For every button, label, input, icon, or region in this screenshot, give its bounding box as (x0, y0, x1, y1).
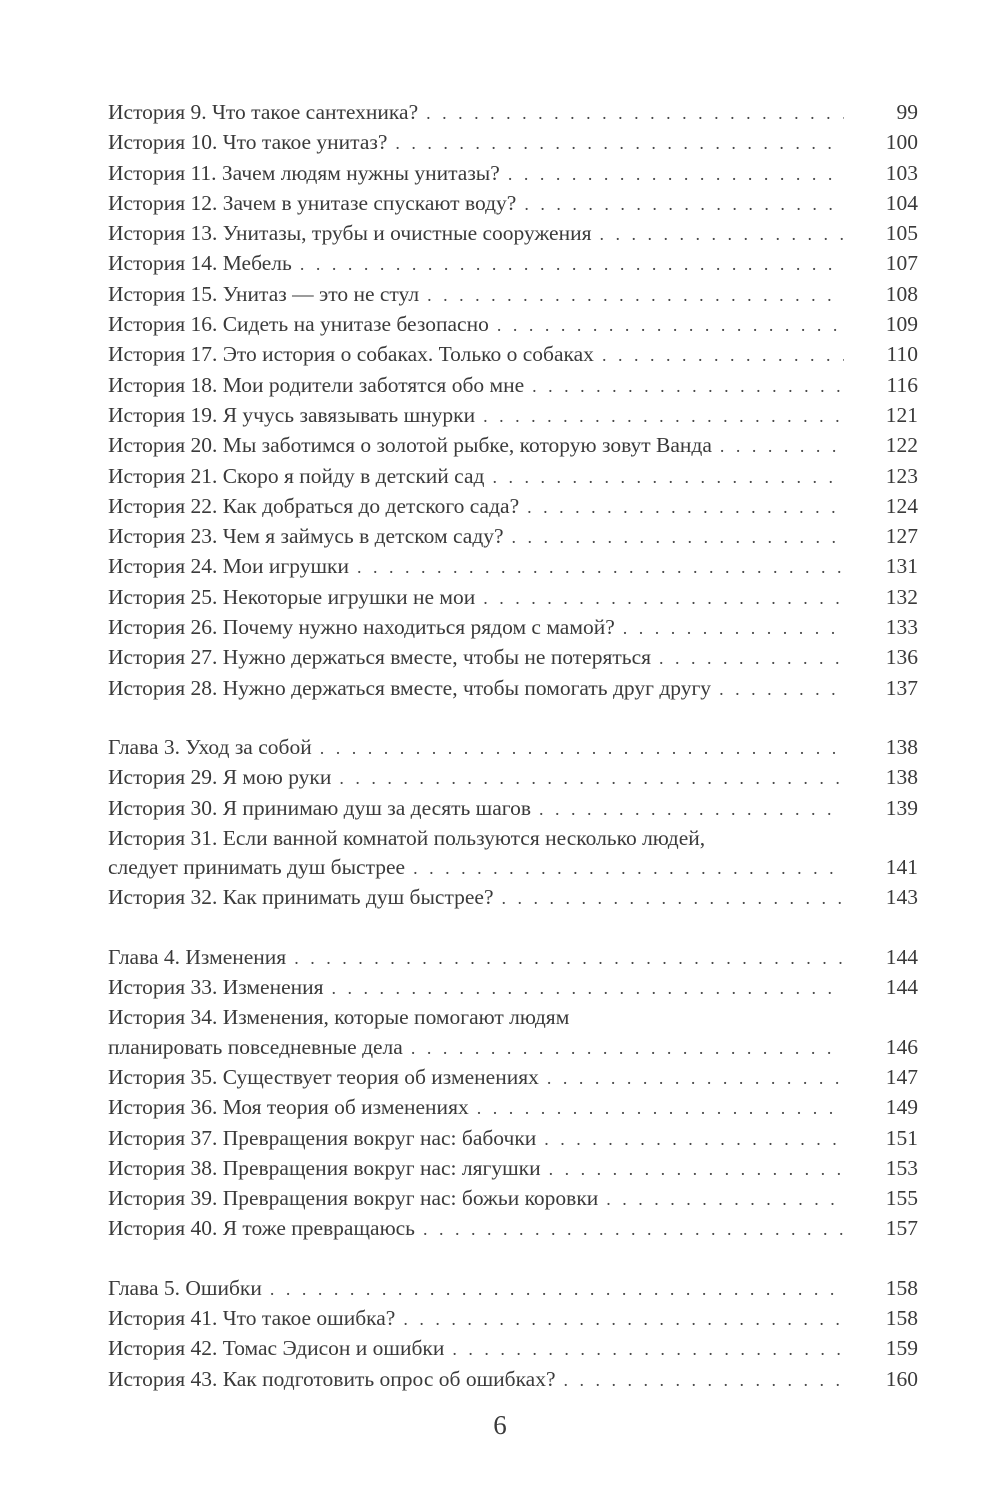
toc-entry-page: 138 (885, 765, 918, 790)
dot-leader (426, 99, 844, 128)
toc-entry-page: 159 (885, 1336, 918, 1361)
toc-entry-title: История 19. Я учусь завязывать шнурки (108, 402, 476, 427)
dot-leader (512, 523, 844, 552)
dot-leader (524, 190, 844, 219)
toc-entry-page: 99 (896, 100, 918, 124)
toc-entry (108, 310, 918, 340)
toc-entry-title: планировать повседневные дела (108, 1034, 403, 1059)
dot-leader (332, 974, 844, 1003)
toc-entry-page: 133 (885, 615, 918, 640)
toc-entry (108, 674, 918, 704)
dot-leader (720, 432, 844, 461)
dot-leader (599, 220, 844, 249)
toc-entry (108, 1304, 918, 1334)
toc-entry-page: 107 (885, 251, 918, 276)
toc-entry (108, 128, 918, 158)
toc-group-chapter-5 (108, 1274, 918, 1395)
toc-entry (108, 431, 918, 461)
toc-entry-page: 108 (885, 281, 918, 306)
toc-entry-title: История 24. Мои игрушки (108, 554, 349, 579)
toc-entry (108, 159, 918, 189)
toc-entry (108, 189, 918, 219)
toc-entry-title: История 10. Что такое унитаз? (108, 130, 388, 155)
dot-leader (403, 1305, 844, 1334)
dot-leader (547, 1064, 844, 1093)
toc-entry-page: 146 (885, 1034, 918, 1059)
toc-entry-page: 124 (885, 493, 918, 518)
toc-entry-title: История 25. Некоторые игрушки не мои (108, 584, 476, 609)
toc-entry (108, 219, 918, 249)
toc-entry-page: 158 (885, 1305, 918, 1330)
toc-entry (108, 1214, 918, 1244)
toc-entry-title: История 27. Нужно держаться вместе, чтобы не потеряться (108, 645, 652, 670)
toc-entry-continuation (108, 1033, 918, 1063)
toc-entry-title: Глава 3. Уход за собой (108, 734, 312, 759)
toc-entry-page: 144 (885, 944, 918, 969)
dot-leader (477, 1094, 844, 1123)
dot-leader (508, 160, 844, 189)
toc-entry-page: 155 (885, 1186, 918, 1211)
dot-leader (606, 1185, 844, 1214)
toc-entry-page: 160 (885, 1366, 918, 1391)
toc-entry (108, 1093, 918, 1123)
toc-entry-title: История 43. Как подготовить опрос об ошибках? (108, 1366, 556, 1391)
toc-entry-page: 157 (885, 1216, 918, 1241)
toc-entry-title: История 34. Изменения, которые помогают людям (108, 1005, 570, 1030)
dot-leader (395, 129, 844, 158)
toc-entry-title: История 18. Мои родители заботятся обо мне (108, 372, 525, 397)
toc-entry (108, 1154, 918, 1184)
dot-leader (527, 493, 844, 522)
toc-entry-page: 138 (885, 734, 918, 759)
toc-entry-title: История 14. Мебель (108, 251, 292, 276)
toc-group-chapter-4 (108, 943, 918, 1245)
dot-leader (483, 584, 844, 613)
toc-entry-title: История 11. Зачем людям нужны унитазы? (108, 160, 500, 185)
toc-entry-page: 137 (885, 675, 918, 700)
toc-entry (108, 522, 918, 552)
toc-entry-title: История 15. Унитаз — это не стул (108, 281, 420, 306)
dot-leader (549, 1155, 844, 1184)
toc-group-chapter-3 (108, 733, 918, 914)
toc-entry (108, 643, 918, 673)
toc-entry (108, 98, 918, 128)
toc-entry-page: 100 (885, 130, 918, 155)
dot-leader (423, 1215, 844, 1244)
toc-entry-title: История 39. Превращения вокруг нас: божьи коровки (108, 1186, 599, 1211)
toc-entry (108, 371, 918, 401)
dot-leader (544, 1125, 844, 1154)
toc-entry-page: 131 (885, 554, 918, 579)
toc-entry-page: 123 (885, 463, 918, 488)
dot-leader (483, 402, 844, 431)
toc-entry (108, 763, 918, 793)
toc-entry (108, 1063, 918, 1093)
toc-entry-title: История 22. Как добраться до детского сада? (108, 493, 520, 518)
toc-entry (108, 1124, 918, 1154)
toc-entry-title: История 31. Если ванной комнатой пользуются несколько людей, (108, 825, 706, 850)
toc-entry-page: 139 (885, 795, 918, 820)
toc-entry-title: История 38. Превращения вокруг нас: лягушки (108, 1155, 541, 1180)
toc-entry (108, 340, 918, 370)
toc-entry (108, 583, 918, 613)
toc-entry-page: 149 (885, 1095, 918, 1120)
toc-entry-title: История 23. Чем я займусь в детском саду? (108, 524, 504, 549)
toc-entry-title: История 36. Моя теория об изменениях (108, 1095, 469, 1120)
toc-chapter-heading (108, 943, 918, 973)
toc-entry-page: 151 (885, 1125, 918, 1150)
toc-entry-page: 147 (885, 1064, 918, 1089)
table-of-contents (108, 98, 918, 1395)
toc-entry-title: История 12. Зачем в унитазе спускают воду? (108, 190, 517, 215)
dot-leader (492, 463, 844, 492)
dot-leader (300, 250, 844, 279)
toc-entry-title: История 9. Что такое сантехника? (108, 100, 419, 124)
toc-entry-title: История 17. Это история о собаках. Только о собаках (108, 342, 594, 367)
toc-group-chapter-2-stories (108, 98, 918, 704)
dot-leader (294, 944, 844, 973)
dot-leader (270, 1275, 844, 1304)
toc-entry-page: 109 (885, 312, 918, 337)
toc-entry (108, 973, 918, 1003)
toc-entry-page: 153 (885, 1155, 918, 1180)
toc-entry-title: История 13. Унитазы, трубы и очистные сооружения (108, 221, 592, 246)
dot-leader (427, 281, 844, 310)
toc-entry-title: История 26. Почему нужно находиться рядом с мамой? (108, 615, 615, 640)
toc-entry-continuation (108, 853, 918, 883)
toc-entry-title: История 29. Я мою руки (108, 765, 332, 790)
toc-entry-title: Глава 5. Ошибки (108, 1275, 262, 1300)
toc-entry-title: Глава 4. Изменения (108, 944, 287, 969)
dot-leader (320, 734, 844, 763)
toc-entry-title: История 41. Что такое ошибка? (108, 1305, 396, 1330)
toc-entry-page: 127 (885, 524, 918, 549)
toc-entry-page: 158 (885, 1275, 918, 1300)
toc-entry (108, 794, 918, 824)
toc-entry-page: 143 (885, 885, 918, 910)
toc-entry (108, 883, 918, 913)
toc-entry-first-line (108, 824, 918, 853)
dot-leader (497, 311, 844, 340)
toc-entry-title: История 28. Нужно держаться вместе, чтобы помогать друг другу (108, 675, 712, 700)
toc-entry-title: История 33. Изменения (108, 975, 324, 1000)
dot-leader (339, 764, 844, 793)
dot-leader (532, 372, 844, 401)
toc-entry-page: 121 (885, 402, 918, 427)
toc-entry (108, 1365, 918, 1395)
page-number: 6 (493, 1410, 507, 1440)
toc-entry-title: История 32. Как принимать душ быстрее? (108, 885, 494, 910)
dot-leader (413, 854, 844, 883)
toc-entry-title: История 35. Существует теория об изменениях (108, 1064, 539, 1089)
toc-entry (108, 249, 918, 279)
toc-entry-page: 110 (886, 342, 918, 367)
toc-entry-page: 103 (885, 160, 918, 185)
toc-entry-page: 116 (886, 372, 918, 397)
toc-entry (108, 1334, 918, 1364)
toc-entry-title: История 42. Томас Эдисон и ошибки (108, 1336, 445, 1361)
toc-entry-page: 141 (885, 855, 918, 880)
toc-entry-page: 132 (885, 584, 918, 609)
dot-leader (719, 675, 844, 704)
toc-chapter-heading (108, 733, 918, 763)
toc-entry-title: История 16. Сидеть на унитазе безопасно (108, 312, 489, 337)
toc-entry (108, 462, 918, 492)
toc-entry (108, 280, 918, 310)
toc-chapter-heading (108, 1274, 918, 1304)
toc-entry-page: 104 (885, 190, 918, 215)
dot-leader (623, 614, 844, 643)
dot-leader (602, 341, 844, 370)
dot-leader (357, 553, 844, 582)
dot-leader (659, 644, 844, 673)
dot-leader (502, 884, 845, 913)
toc-entry (108, 1184, 918, 1214)
toc-entry-title: История 30. Я принимаю душ за десять шагов (108, 795, 531, 820)
toc-entry-first-line (108, 1003, 918, 1032)
toc-entry-page: 136 (885, 645, 918, 670)
toc-entry-page: 122 (885, 433, 918, 458)
dot-leader (539, 795, 844, 824)
toc-entry-title: История 21. Скоро я пойду в детский сад (108, 463, 485, 488)
dot-leader (452, 1335, 844, 1364)
toc-entry-title: следует принимать душ быстрее (108, 855, 406, 880)
toc-entry-page: 105 (885, 221, 918, 246)
toc-entry (108, 401, 918, 431)
toc-entry (108, 552, 918, 582)
toc-entry (108, 613, 918, 643)
toc-entry-title: История 40. Я тоже превращаюсь (108, 1216, 415, 1241)
toc-entry-title: История 20. Мы заботимся о золотой рыбке, которую зовут Ванда (108, 433, 712, 458)
dot-leader (411, 1034, 844, 1063)
toc-entry-title: История 37. Превращения вокруг нас: бабочки (108, 1125, 537, 1150)
toc-entry (108, 492, 918, 522)
toc-entry-page: 144 (885, 975, 918, 1000)
dot-leader (564, 1366, 844, 1395)
